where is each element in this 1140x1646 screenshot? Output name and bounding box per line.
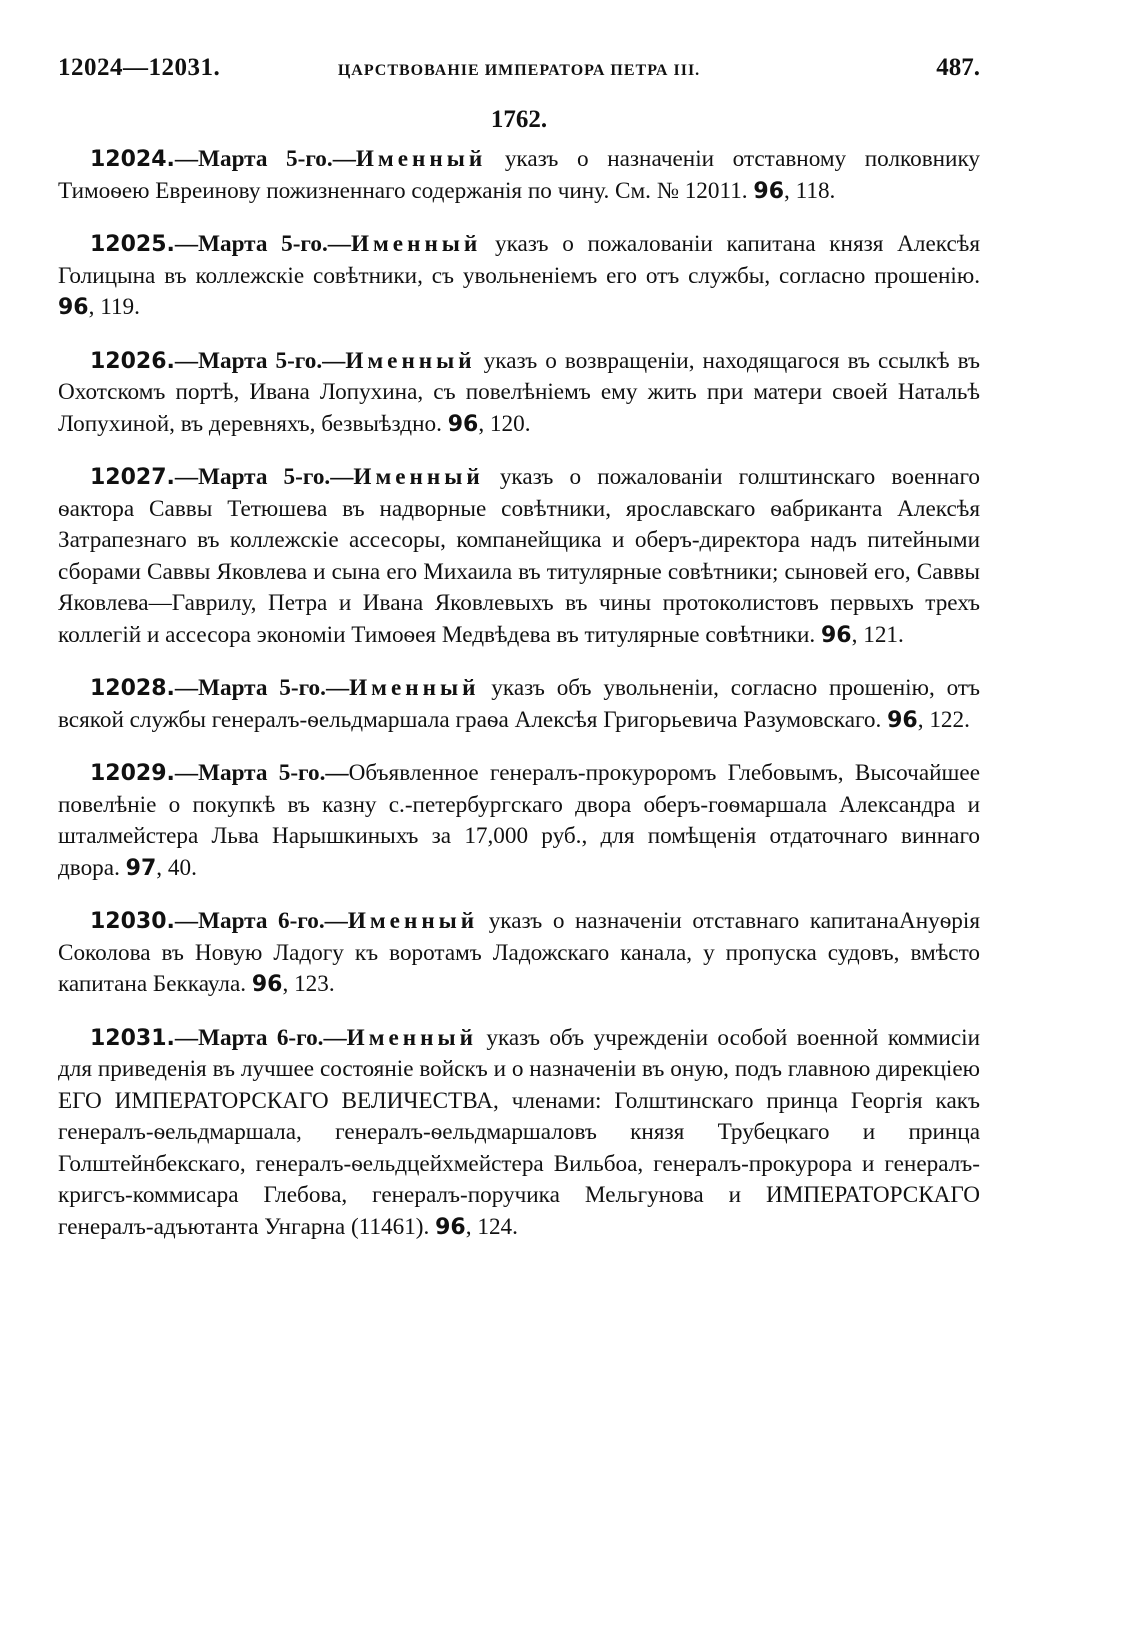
entry-page: , 120. xyxy=(478,410,531,437)
entry-text: указъ о пожалованіи голштинскаго военнаго ѳактора Саввы Тетюшева въ надворные совѣтники, ярославскаго ѳабриканта Алексѣя Затрапезнаго въ коллежскіе ассесоры, компанейщика и оберъ-директора надъ питейными сборами Саввы Яковлева и сына его Михаила въ титулярные совѣтники; сыновей его, Саввы Яковлева—Гаврилу, Петра и Ивана Яковлевыхъ въ чины протоколистовъ первыхъ трехъ коллегій и ассесора экономіи Тимоѳея Медвѣдева въ титулярные совѣтники. xyxy=(58,464,980,648)
entry-volume: 96 xyxy=(821,622,852,648)
entry-kind: Именный xyxy=(350,231,482,257)
entry-volume: 96 xyxy=(887,707,918,733)
entry-volume: 96 xyxy=(251,972,283,997)
header-range: 12024—12031. xyxy=(58,54,221,81)
entry-page: , 122. xyxy=(917,706,970,733)
entry-date: —Марта 6-го.— xyxy=(174,1024,347,1051)
entry-date: —Марта 5-го.— xyxy=(174,231,351,257)
entry-text: указъ о назначеніи отставному полковнику Тимоѳею Евреинову пожизненнаго содержанія по чину. См. № 12011. xyxy=(58,146,980,204)
entry-12028 xyxy=(58,673,980,736)
entry-number: 12025. xyxy=(90,232,175,257)
year-heading: 1762. xyxy=(490,106,548,133)
entry-text: указъ о назначеніи отставнаго капитанаАнуѳрія Соколова въ Новую Ладогу къ воротамъ Ладожскаго канала, у пропуска судовъ, вмѣсто капитана Беккаула. xyxy=(58,908,980,997)
entry-volume: 96 xyxy=(753,178,785,204)
running-header xyxy=(58,48,980,88)
entry-date: —Марта 5-го.— xyxy=(174,464,354,490)
entry-12025 xyxy=(58,229,980,324)
entry-kind: Именный xyxy=(345,347,476,374)
entry-volume: 96 xyxy=(435,1214,466,1240)
entry-text: указъ объ увольненіи, согласно прошенію, отъ всякой службы генералъ-ѳельдмаршала граѳа Алексѣя Григорьевича Разумовскаго. xyxy=(58,675,981,733)
entry-12027 xyxy=(58,462,980,651)
entry-12031 xyxy=(58,1023,980,1244)
entry-12029 xyxy=(58,758,980,884)
entry-page: , 40. xyxy=(156,854,197,881)
entry-volume: 96 xyxy=(447,411,479,437)
entry-kind: Именный xyxy=(347,908,479,934)
entry-volume: 96 xyxy=(58,295,89,320)
entry-text: Объявленное генералъ-прокуроромъ Глебовымъ, Высочайшее повелѣніе о покупкѣ въ казну с.-петербургскаго двора оберъ-гоѳмаршала Александра и шталмейстера Льва Нарышкиныхъ за 17,000 руб., для помѣщенія отдаточнаго виннаго двора. xyxy=(58,760,980,881)
entry-kind: Именный xyxy=(349,675,480,701)
entry-text: указъ о возвращеніи, находящагося въ ссылкѣ въ Охотскомъ портѣ, Ивана Лопухина, съ повелѣніемъ ему жить при матери своей Натальѣ Лопухиной, въ деревняхъ, безвыѣздно. xyxy=(58,347,980,437)
entry-page: , 119. xyxy=(88,294,140,320)
entry-kind: Именный xyxy=(346,1024,477,1051)
entry-number: 12026. xyxy=(90,348,175,374)
entry-12030 xyxy=(58,906,980,1001)
entry-page: , 123. xyxy=(282,971,335,997)
entry-page: , 124. xyxy=(465,1213,518,1240)
entry-number: 12024. xyxy=(90,147,175,172)
entry-kind: Именный xyxy=(355,146,487,172)
entry-12024 xyxy=(58,144,980,207)
entry-text: указъ объ учрежденіи особой военной коммисіи для приведенія въ лучшее состояніе войскъ и о назначеніи въ оную, подъ главною дирекціею ЕГО ИМПЕРАТОРСКАГО ВЕЛИЧЕСТВА, членами: Голштинскаго принца Георгія какъ генералъ-ѳельдмаршала, генералъ-ѳельдмаршаловъ князя Трубецкаго и принца Голштейнбекскаго, генералъ-ѳельдцейхмейстера Вильбоа, генералъ-прокурора и генералъ-кригсъ-коммисара Глебова, генералъ-поручика Мельгунова и ИМПЕРАТОРСКАГО генералъ-адъютанта Унгарна (11461). xyxy=(58,1024,980,1240)
entry-page: , 118. xyxy=(784,177,836,204)
entry-date: —Марта 5-го.— xyxy=(174,675,350,701)
entry-number: 12027. xyxy=(90,465,175,490)
entry-date: —Марта 5-го.— xyxy=(174,347,346,374)
entry-date: —Марта 5-го.— xyxy=(174,760,349,786)
entry-kind: Именный xyxy=(353,464,484,490)
entry-date: —Марта 6-го.— xyxy=(174,908,348,934)
entry-number: 12031. xyxy=(90,1025,175,1051)
page xyxy=(58,48,980,1265)
entry-12026 xyxy=(58,346,980,441)
entries xyxy=(58,144,980,1243)
entry-number: 12030. xyxy=(90,909,175,934)
entry-text: указъ о пожалованіи капитана князя Алексѣя Голицына въ коллежскіе совѣтники, съ увольненіемъ его отъ службы, согласно прошенію. xyxy=(58,231,980,289)
entry-number: 12029. xyxy=(90,761,175,786)
entry-page: , 121. xyxy=(851,621,904,648)
header-title: ЦАРСТВОВАНІЕ ИМПЕРАТОРА ПЕТРА III. xyxy=(337,62,701,79)
entry-volume: 97 xyxy=(125,855,157,881)
page-number: 487. xyxy=(936,54,980,81)
entry-number: 12028. xyxy=(90,676,175,701)
entry-date: —Марта 5-го.— xyxy=(174,146,356,172)
